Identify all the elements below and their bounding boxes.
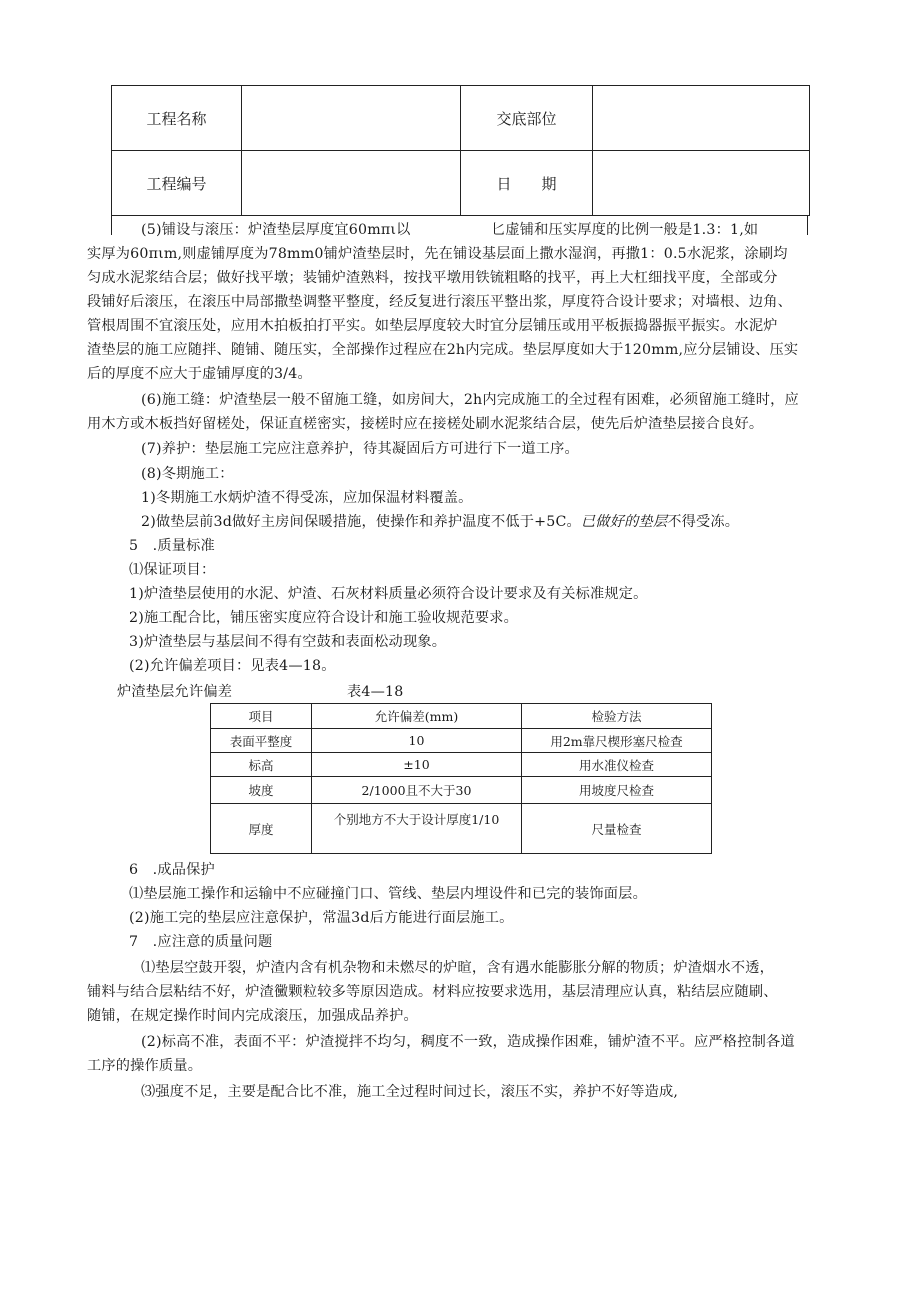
s5-line4: 段铺好后滚压，在滚压中局部撒垫调整平整度，经反复进行滚压平整出浆，厚度符合设计要求；对墙根、边角、 xyxy=(87,294,792,310)
q5-1-3: 3)炉渣垫层与基层间不得有空鼓和表面松动现象。 xyxy=(129,634,447,650)
project-name-value xyxy=(242,86,461,151)
q5-2: (2)允许偏差项目：见表4—18。 xyxy=(129,658,336,674)
s5-line5: 管根周围不宜滚压处，应用木拍板拍打平实。如垫层厚度较大时宜分层铺压或用平板振捣器振平振实。水泥炉 xyxy=(87,318,778,334)
date-label: 日 期 xyxy=(461,151,593,216)
q5-1-2: 2)施工配合比，铺压密实度应符合设计和施工验收规范要求。 xyxy=(129,610,519,626)
table-row xyxy=(211,729,712,753)
header-row-1 xyxy=(112,86,810,151)
q7-1-line1: ⑴垫层空鼓开裂，炉渣内含有机杂物和未燃尽的炉暄，含有遇水能膨胀分解的物质；炉渣烟水不透， xyxy=(141,960,775,976)
tolerance-header-method: 检验方法 xyxy=(522,704,712,729)
table-cell: 用水准仪检查 xyxy=(522,753,712,777)
table-row xyxy=(211,753,712,777)
q5-title: 5 .质量标准 xyxy=(129,538,215,554)
q6-2: (2)施工完的垫层应注意保护，常温3d后方能进行面层施工。 xyxy=(129,910,514,926)
handover-part-value xyxy=(593,86,810,151)
table-caption-right: 表4—18 xyxy=(347,684,404,700)
table-row xyxy=(211,777,712,804)
q6-title: 6 .成品保护 xyxy=(129,862,215,878)
q7-title: 7 .应注意的质量问题 xyxy=(129,934,273,950)
tolerance-table xyxy=(210,703,712,854)
s8-2 xyxy=(141,510,739,534)
project-name-label: 工程名称 xyxy=(112,86,242,151)
q7-1-line3: 随铺，在规定操作时间内完成滚压，加强成品养护。 xyxy=(87,1008,418,1024)
s8-1: 1)冬期施工水炳炉渣不得受冻，应加保温材料覆盖。 xyxy=(141,490,473,506)
handover-part-label: 交底部位 xyxy=(461,86,593,151)
s6-line2: 用木方或木板挡好留槎处，保证直槎密实，接槎时应在接槎处刷水泥浆结合层，使先后炉渣垫层接合良好。 xyxy=(87,416,764,432)
table-cell: 尺量检查 xyxy=(522,804,712,854)
table-cell: ±10 xyxy=(312,753,522,777)
q5-1: ⑴保证项目： xyxy=(129,562,216,578)
table-cell: 个别地方不大于设计厚度1/10 xyxy=(312,804,522,854)
q6-1: ⑴垫层施工操作和运输中不应碰撞门口、管线、垫层内埋设件和已完的装饰面层。 xyxy=(129,886,647,902)
tolerance-header-deviation: 允许偏差(mm) xyxy=(312,704,522,729)
q7-1-line2: 铺料与结合层粘结不好，炉渣黴颗粒较多等原因造成。材料应按要求选用，基层清理应认真，粘结层应随刷、 xyxy=(87,984,778,1000)
s5-line7: 后的厚度不应大于虚铺厚度的3/4。 xyxy=(87,366,312,382)
table-cell: 2/1000且不大于30 xyxy=(312,777,522,804)
project-no-label: 工程编号 xyxy=(112,151,242,216)
table-cell: 表面平整度 xyxy=(211,729,312,753)
q7-3: ⑶强度不足，主要是配合比不准，施工全过程时间过长，滚压不实，养护不好等造成, xyxy=(141,1084,679,1100)
s8-2b: 已做好的垫层 xyxy=(580,514,668,530)
table-caption-left: 炉渣垫层允许偏差 xyxy=(117,684,233,700)
table-row xyxy=(211,804,712,854)
s5-line2: 实厚为60πιm,则虚铺厚度为78mm0铺炉渣垫层时，先在铺设基层面上撒水湿润，再撒1：0.5水泥浆，涂刷均 xyxy=(87,246,788,262)
table-cell: 厚度 xyxy=(211,804,312,854)
s7: (7)养护：垫层施工完应注意养护，待其凝固后方可进行下一道工序。 xyxy=(141,441,579,457)
date-value xyxy=(593,151,810,216)
q7-2-line1: (2)标高不准，表面不平：炉渣搅拌不均匀，稠度不一致，造成操作困难，铺炉渣不平。应严格控制各道 xyxy=(141,1034,795,1050)
s5-line1a: (5)铺设与滚压：炉渣垫层厚度宜60mπι以 xyxy=(141,222,411,238)
q7-2-line2: 工序的操作质量。 xyxy=(87,1058,203,1074)
s5-line6: 渣垫层的施工应随拌、随铺、随压实，全部操作过程应在2h内完成。垫层厚度如大于120mm,应分层铺设、压实 xyxy=(87,342,799,358)
s8-2a: 2)做垫层前3d做好主房间保暖措施，使操作和养护温度不低于+5C。 xyxy=(141,514,581,530)
project-no-value xyxy=(242,151,461,216)
table-cell: 坡度 xyxy=(211,777,312,804)
header-table xyxy=(111,85,810,216)
table-cell: 用2m靠尺楔形塞尺检查 xyxy=(522,729,712,753)
s5-line1b: 匕虚铺和压实厚度的比例一般是1.3：1,如 xyxy=(491,222,759,238)
tolerance-header-row xyxy=(211,704,712,729)
s8: (8)冬期施工： xyxy=(141,466,234,482)
q5-1-1: 1)炉渣垫层使用的水泥、炉渣、石灰材料质量必须符合设计要求及有关标准规定。 xyxy=(129,586,648,602)
table-cell: 标高 xyxy=(211,753,312,777)
table-cell: 用坡度尺检查 xyxy=(522,777,712,804)
s5-line3: 匀成水泥浆结合层；做好找平墩；装铺炉渣熟料，按找平墩用铁锍粗略的找平，再上大杠细找平度，全部或分 xyxy=(87,270,778,286)
s8-2c: 不得受冻。 xyxy=(667,514,740,530)
s6-line1: (6)施工缝：炉渣垫层一般不留施工缝，如房间大，2h内完成施工的全过程有困难，必须留施工缝时，应 xyxy=(141,392,799,408)
tolerance-header-item: 项目 xyxy=(211,704,312,729)
header-row-2 xyxy=(112,151,810,216)
table-cell: 10 xyxy=(312,729,522,753)
